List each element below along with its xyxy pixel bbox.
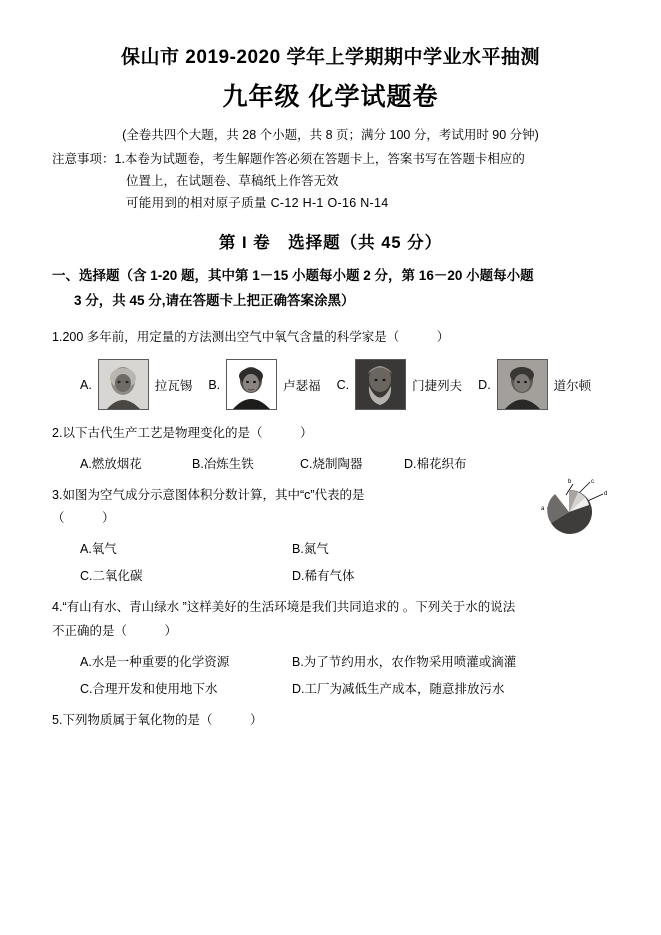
svg-text:d: d (604, 491, 608, 498)
question-2-number: 2. (52, 426, 63, 441)
question-3-option-d[interactable]: D.稀有气体 (292, 569, 355, 584)
question-5 (52, 709, 609, 732)
question-1-options (52, 359, 609, 410)
question-1-option-a[interactable] (80, 359, 200, 410)
question-5-number: 5. (52, 712, 63, 727)
question-2-option-d[interactable]: D.棉花织布 (404, 457, 467, 472)
question-1-option-a-label: 拉瓦锡 (154, 378, 193, 393)
question-4-number: 4. (52, 600, 63, 615)
question-3 (52, 479, 609, 530)
question-4-option-d[interactable]: D.工厂为减低生产成本，随意排放污水 (292, 681, 505, 696)
question-4-option-a[interactable]: A.水是一种重要的化学资源 (80, 654, 230, 669)
notice-line-2: 位置上，在试题卷、草稿纸上作答无效 (126, 173, 339, 188)
question-1-option-c-letter: C. (336, 377, 350, 392)
question-4-options-row-1 (52, 652, 609, 670)
question-3-text: 如图为空气成分示意图体积分数计算，其中“c”代表的是 (62, 488, 365, 503)
question-4-text: “有山有水、青山绿水 ”这样美好的生活环境是我们共同追求的 。下列关于水的说法 (62, 600, 516, 615)
question-1-number: 1. (52, 329, 63, 344)
question-3-option-b[interactable]: B.氮气 (292, 542, 329, 557)
question-1-option-d[interactable] (478, 359, 599, 410)
section-heading: 第 I 卷 选择题（共 45 分） (218, 233, 443, 252)
question-group-heading-line-1: 一、选择题（含 1-20 题，其中第 1－15 小题每小题 2 分，第 16－20 小题每小题 (52, 267, 534, 283)
question-4-option-b[interactable]: B.为了节约用水，农作物采用喷灌或滴灌 (292, 654, 517, 669)
question-2 (52, 422, 609, 445)
question-4-text-line-2: 不正确的是（ ） (52, 623, 178, 638)
question-2-text: 以下古代生产工艺是物理变化的是（ ） (62, 426, 313, 441)
svg-text:b: b (568, 479, 572, 486)
notice-block (52, 149, 609, 215)
question-3-options-row-1 (52, 539, 609, 557)
question-1 (52, 326, 609, 349)
question-1-option-d-letter: D. (478, 377, 491, 392)
page-title: 保山市 2019-2020 学年上学期期中学业水平抽测 (121, 47, 540, 68)
question-1-option-d-label: 道尔顿 (553, 378, 592, 393)
portrait-rutherford-image (226, 359, 277, 410)
question-3-text-line-2: （ ） (52, 511, 115, 526)
portrait-dalton-image (497, 359, 548, 410)
page-subtitle: 九年级 化学试题卷 (222, 83, 439, 111)
exam-info-note: (全卷共四个大题，共 28 个小题，共 8 页；满分 100 分，考试用时 90 分钟) (122, 128, 539, 142)
question-1-option-b-letter: B. (208, 377, 221, 392)
portrait-lavoisier-image (98, 359, 149, 410)
question-5-text: 下列物质属于氧化物的是（ ） (62, 712, 263, 727)
question-3-option-c[interactable]: C.二氧化碳 (80, 569, 143, 584)
question-1-option-b-label: 卢瑟福 (283, 378, 321, 393)
question-group-heading-line-2: 3 分，共 45 分,请在答题卡上把正确答案涂黑） (74, 293, 355, 309)
question-2-option-a[interactable]: A.燃放烟花 (80, 457, 142, 472)
question-2-option-b[interactable]: B.冶炼生铁 (192, 457, 254, 472)
question-3-options-row-2 (52, 566, 609, 584)
question-4 (52, 596, 609, 642)
question-2-options (52, 454, 609, 472)
air-composition-pie-chart (517, 478, 609, 540)
question-1-option-c[interactable] (337, 359, 471, 410)
notice-line-1: 注意事项：1.本卷为试题卷，考生解题作答必须在答题卡上，答案书写在答题卡相应的 (52, 152, 525, 166)
question-4-options-row-2 (52, 679, 609, 697)
question-1-option-b[interactable] (208, 359, 328, 410)
question-3-option-a[interactable]: A.氧气 (80, 542, 117, 557)
question-3-number: 3. (52, 488, 63, 503)
svg-text:c: c (591, 479, 594, 486)
atomic-mass-line: 可能用到的相对原子质量 C-12 H-1 O-16 N-14 (126, 195, 389, 210)
question-4-option-c[interactable]: C.合理开发和使用地下水 (80, 681, 218, 696)
question-group-heading (52, 263, 609, 314)
question-1-option-a-letter: A. (80, 377, 92, 392)
svg-text:a: a (541, 506, 545, 513)
portrait-mendeleev-image (355, 359, 406, 410)
question-2-option-c[interactable]: C.烧制陶器 (300, 457, 363, 472)
question-1-text: 200 多年前，用定量的方法测出空气中氧气含量的科学家是（ ） (62, 329, 450, 344)
question-1-option-c-label: 门捷列夫 (412, 378, 463, 393)
